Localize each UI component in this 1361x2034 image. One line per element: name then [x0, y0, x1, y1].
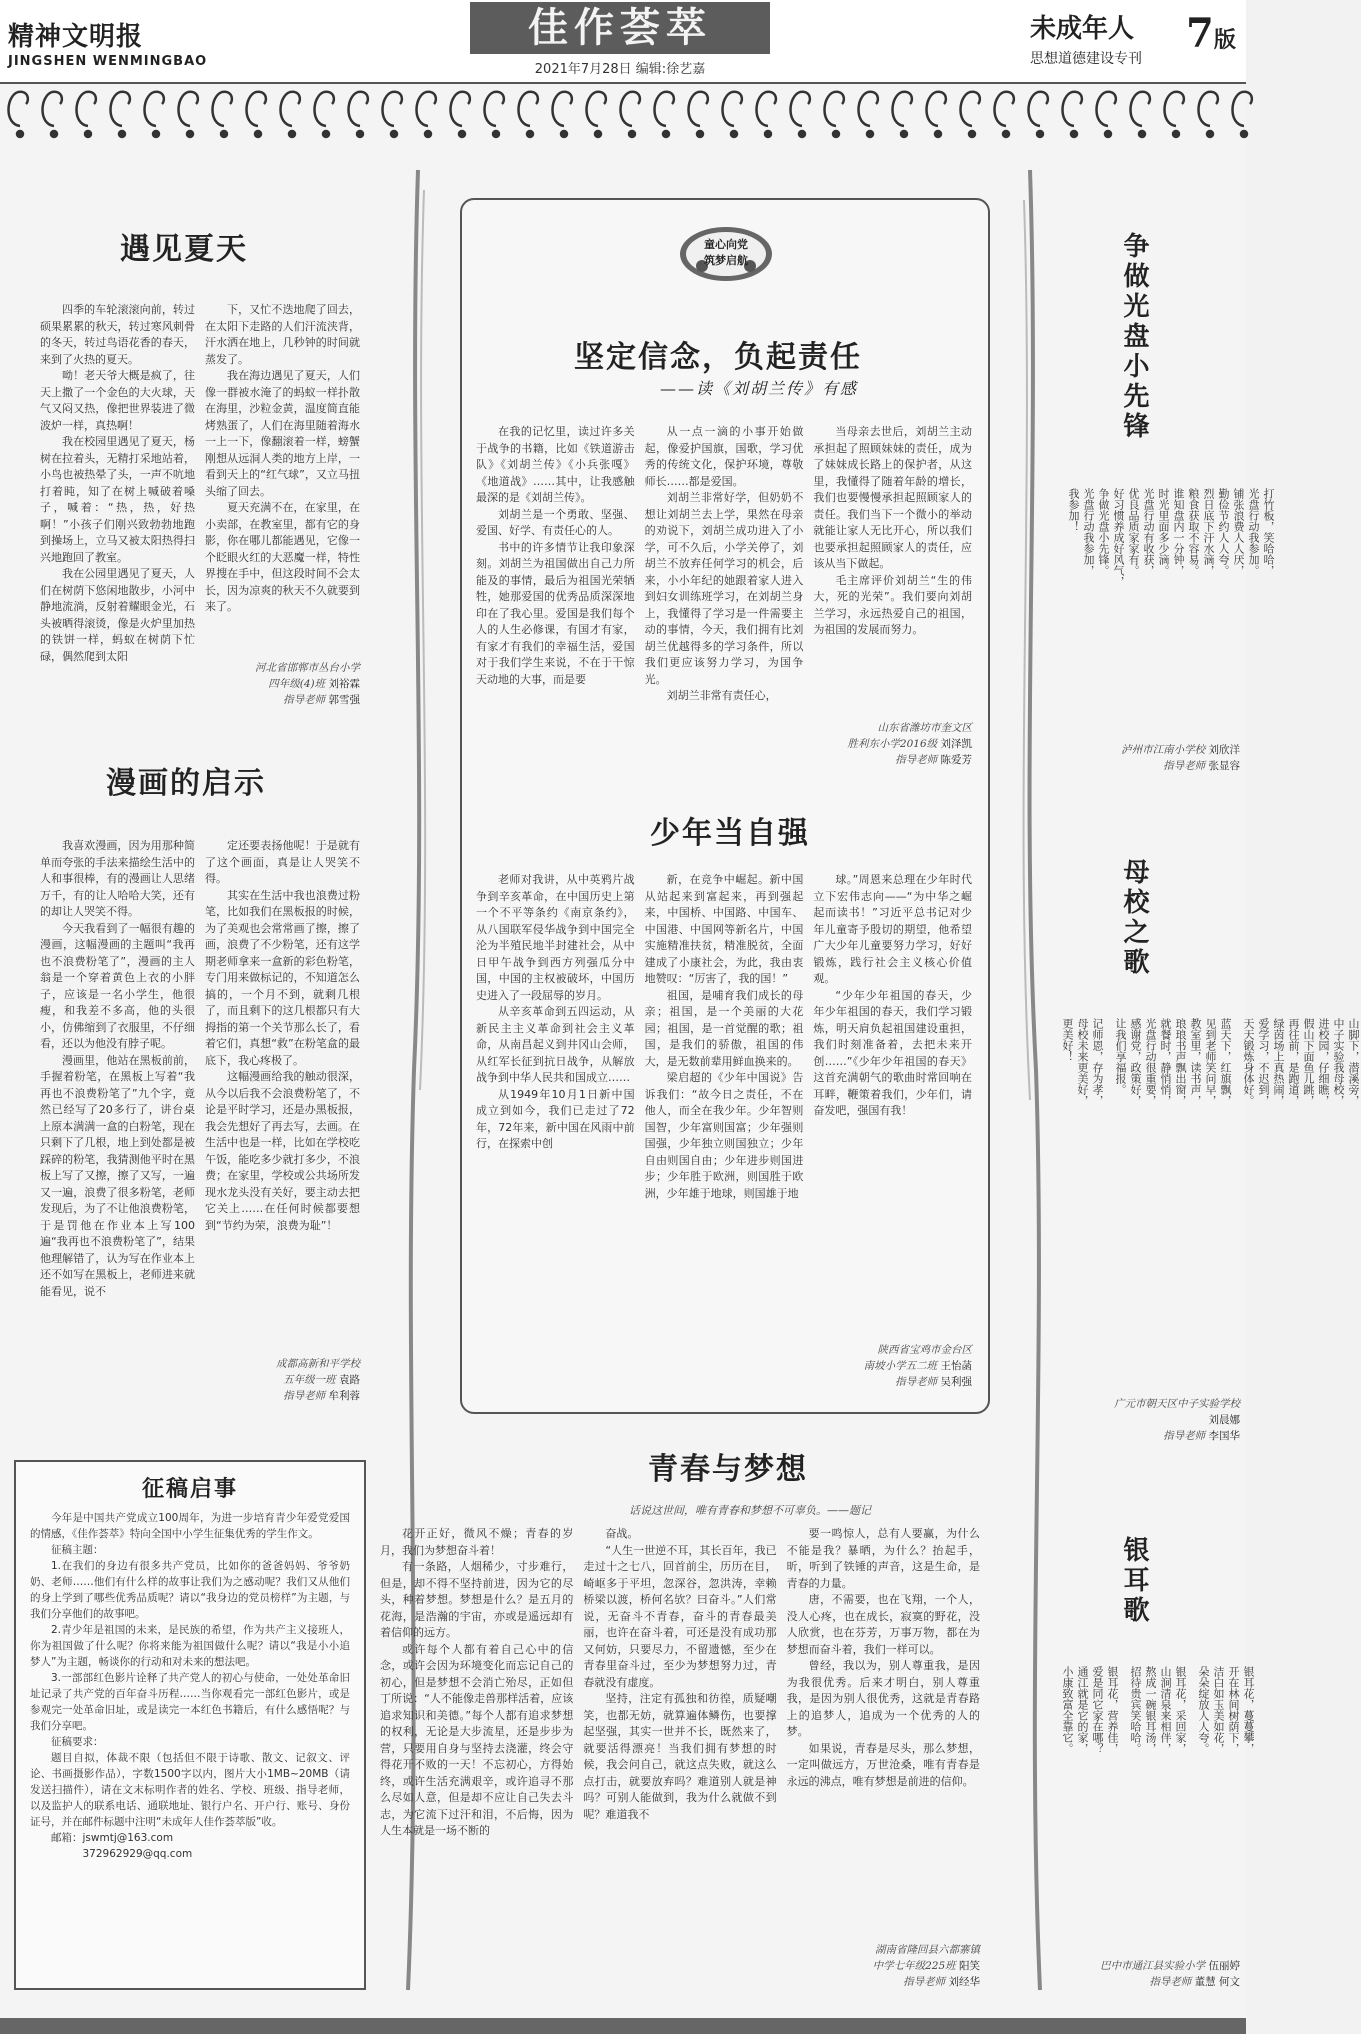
- ring-hole-icon: [323, 131, 329, 137]
- article3-class: 胜利东小学2016级: [847, 738, 938, 750]
- poem-line: 谁知盘内一分钟，: [1172, 488, 1185, 576]
- article5-body: [380, 1526, 980, 1966]
- poem-line: 爱是同它家在哪？: [1091, 1666, 1104, 1754]
- notice-email2[interactable]: 372962929@qq.com: [82, 1848, 193, 1860]
- article4-paragraph: “少年少年祖国的春天，少年少年祖国的春天，我们学习锻炼，明天肩负起祖国建设重担，我们时刻准备着，去把未来开创……”《少年少年祖国的春天》这首充满朝气的歌曲时常回响在耳畔，鞭策着我们，少年们，请奋发吧，强国有我！: [813, 988, 973, 1117]
- poem-line: 银耳花，采回家，: [1174, 1666, 1187, 1754]
- poem-line: 洁白如玉美如花，: [1212, 1666, 1225, 1754]
- notice-theme-label: 征稿主题：: [51, 1544, 104, 1556]
- poem-line: 感谢党，政策好，: [1129, 1018, 1142, 1106]
- article1-paragraph: 四季的车轮滚滚向前，转过硕果累累的秋天，转过寒风刺骨的冬天，转过鸟语花香的春天，来到了火热的夏天。: [40, 303, 195, 366]
- ring-icon: [621, 92, 640, 126]
- poem3-teacher-label: 指导老师: [1149, 1976, 1192, 1988]
- notice-email1[interactable]: jswmtj@163.com: [82, 1832, 174, 1844]
- poem-line: 招待贵宾笑哈哈。: [1129, 1666, 1142, 1754]
- poem-line: 熬成一碗银耳汤，: [1144, 1666, 1157, 1754]
- article1-teacher: 郭雪强: [328, 694, 360, 706]
- article3-col1: [476, 424, 635, 764]
- poem-line: 打竹板，笑哈哈，: [1262, 488, 1275, 576]
- ring-hole-icon: [527, 131, 533, 137]
- article5-byline: [800, 1942, 980, 1990]
- article5-class: 中学七年级225班: [872, 1960, 956, 1972]
- ring-icon: [179, 92, 198, 126]
- article1-paragraph: 我在海边遇见了夏天，人们像一群被水淹了的蚂蚁一样扑散在海里，沙粒金黄，温度简直能烤熟蛋了，人们在海里随着海水一上一下，像翻滚着一样，螃蟹刚想从远洞人类的地方上岸，一看到天上的“红气球”，又立马扭头缩了回去。: [205, 369, 360, 498]
- article4-col2: [645, 872, 804, 1372]
- article5-paragraph: 如果说，青春是尽头，那么梦想，一定叫做远方，万世沧桑，唯有青春是永远的沸点，唯有梦想是前进的信仰。: [786, 1741, 980, 1788]
- article2-col1: [40, 838, 195, 1358]
- ring-icon: [1029, 92, 1048, 126]
- poem-line: 朵朵绽放人人夸。: [1197, 1666, 1210, 1754]
- article1-author: 刘裕霖: [328, 678, 360, 690]
- ring-icon: [1063, 92, 1082, 126]
- ring-icon: [587, 92, 606, 126]
- notice-title: 征稿启事: [141, 1476, 238, 1502]
- ring-hole-icon: [969, 131, 975, 137]
- article3-col3: [813, 424, 972, 764]
- article5-paragraph: 或许每个人都有着自己心中的信念，或许会因为环境变化而忘记自己的初心，但是梦想不会消亡殆尽，正如但丁所说：“人不能像走兽那样活着，应该追求知识和美德。”每个人都有追求梦想的权利，无论是大步流星，还是步步为营，只要用自身与坚持去浇灌，终会守得花开不败的一天！不忘初心，方得始终，或许生活充满艰辛，或许追寻不那么尽如人意，但是却不应让自己失去斗志，为它流下过汗和泪，不后悔，因为人生本就是一场不断的: [380, 1642, 574, 1837]
- ring-hole-icon: [1105, 131, 1111, 137]
- article5-paragraph: 坚持，注定有孤独和彷徨，质疑嘲笑，也都无妨，就算遍体鳞伤，也要撑起坚强，其实一世并不长，既然来了，就要活得漂亮！当我们拥有梦想的时候，我会问自己，就这点失败，就这么点打击，就要放弃吗？难道别人就是神吗？可别人能做到，我为什么就做不到呢？难道我不: [583, 1692, 777, 1821]
- poem-line: 记师恩，存为孝，: [1091, 1018, 1104, 1106]
- ring-icon: [9, 92, 28, 126]
- ring-hole-icon: [901, 131, 907, 137]
- ring-hole-icon: [255, 131, 261, 137]
- ring-icon: [825, 92, 844, 126]
- ring-icon: [723, 92, 742, 126]
- poem-line: 天天锻炼身体好。: [1242, 1018, 1255, 1106]
- notice-item: 3.一部部红色影片诠释了共产党人的初心与使命，一处处革命旧址记录了共产党的百年奋斗历程……当你观看完一部红色影片，或是参观完一处革命旧址，或是读完一本红色书籍后，有什么感悟呢？与我们分享吧。: [30, 1672, 350, 1732]
- poem-line: 让我们享福报。: [1114, 1018, 1127, 1095]
- article2-paragraph: 今天我看到了一幅很有趣的漫画，这幅漫画的主题叫“我再也不浪费粉笔了”，漫画的主人翁是一个穿着黄色上衣的小胖子，应该是一名小学生，他很瘦，和我差不多高，他的头很小，仿佛缩到了衣服里，不仔细看，还以为他没有脖子呢。: [40, 921, 195, 1050]
- poem-line: 银耳花，蔓蔓攀，: [1242, 1666, 1255, 1754]
- poem-line: [1233, 1018, 1241, 1324]
- masthead: [0, 0, 1246, 84]
- edition-number: [1186, 10, 1236, 57]
- article5-title: 青春与梦想: [648, 1452, 808, 1487]
- ring-hole-icon: [799, 131, 805, 137]
- poem1-byline: [1060, 742, 1240, 774]
- poem1-author: 刘欣洋: [1208, 744, 1240, 756]
- article5-col1: [380, 1526, 573, 1966]
- article5-school: 湖南省隆回县六都寨镇: [875, 1944, 980, 1956]
- ring-hole-icon: [493, 131, 499, 137]
- article4-col3: [813, 872, 972, 1372]
- ring-icon: [791, 92, 810, 126]
- ring-hole-icon: [85, 131, 91, 137]
- ring-icon: [961, 92, 980, 126]
- notice-item: 1.在我们的身边有很多共产党员，比如你的爸爸妈妈、爷爷奶奶、老师……他们有什么样的故事让我们为之感动呢？我们又从他们的身上学到了哪些优秀品质呢？请以“我身边的党员榜样”为主题，与我们分享他们的故事吧。: [30, 1560, 350, 1620]
- poem-line: 山涧清泉来相伴，: [1159, 1666, 1172, 1754]
- article3-title: 坚定信念，负起责任: [574, 340, 862, 375]
- ring-hole-icon: [731, 131, 737, 137]
- article4-byline: [808, 1342, 972, 1390]
- article1-body: [40, 302, 360, 672]
- ring-icon: [111, 92, 130, 126]
- ring-icon: [281, 92, 300, 126]
- poem-line: 勤俭节约人人夸。: [1217, 488, 1230, 576]
- poem-line: 中子实验我母校，: [1332, 1018, 1345, 1106]
- poem2-byline: [1040, 1396, 1240, 1444]
- badge-line2: 筑梦启航: [704, 254, 748, 267]
- notice-requirement: 题目自拟，体裁不限（包括但不限于诗歌、散文、记叙文、评论、书画摄影作品），字数1500字以内，图片大小1MB~20MB（请发送扫描件），请在文末标明作者的姓名、学校、班级、指导老师，以及监护人的联系电话、通联地址、银行户名、开户行、账号、身份证号，并在邮件标题中注明“未成年人佳作荟萃版”收。: [30, 1752, 350, 1828]
- poem-line: 铺张浪费人人厌，: [1232, 488, 1245, 576]
- article5-col2: [583, 1526, 776, 1966]
- article4-paragraph: 祖国，是哺育我们成长的母亲；祖国，是一个美丽的大花园；祖国，是一首觉醒的歌；祖国，是我们的骄傲，祖国的伟大，是无数前辈用鲜血换来的。: [644, 988, 804, 1068]
- poem-line: [1188, 1666, 1196, 1916]
- article5-paragraph: 曾经，我以为，别人尊重我，是因为我很优秀。后来才明白，别人尊重我，是因为别人很优秀，这就是青春路上的追梦人，追成为一个优秀的人的梦。: [786, 1659, 980, 1738]
- ring-hole-icon: [629, 131, 635, 137]
- poem3-author: 伍丽婷: [1208, 1960, 1240, 1972]
- poem-line: 光盘行动我参加。: [1247, 488, 1260, 576]
- footer-bar: [0, 2018, 1246, 2034]
- article1-teacher-label: 指导老师: [283, 694, 326, 706]
- article3-author: 刘泽凯: [940, 738, 972, 750]
- poem-line: 好习惯养成好风气，: [1112, 488, 1125, 587]
- poem2-teacher-label: 指导老师: [1163, 1430, 1206, 1442]
- notice-items: [30, 1558, 350, 1734]
- article2-paragraph: 其实在生活中我也浪费过粉笔，比如我们在黑板报的时候，为了美观也会常常画了擦，擦了画，浪费了不少粉笔，还有这学期老师拿来一盒新的彩色粉笔，专门用来做标记的，不知道怎么搞的，一个月不到，就剩几根了，而且剩下的这几根都只有大拇指的第一个关节那么长了，看着它们，真想“救”在粉笔盒的最底下，我心疼极了。: [205, 888, 360, 1067]
- poem3-body: [1060, 1666, 1256, 1916]
- ring-hole-icon: [1207, 131, 1213, 137]
- poem-line: 通江就是它的家，: [1076, 1666, 1089, 1754]
- paper-name-cn: 精神文明报: [8, 22, 144, 52]
- article2-school: 成都高新和平学校: [276, 1358, 360, 1370]
- ring-icon: [77, 92, 96, 126]
- article3-school: 山东省潍坊市奎文区: [877, 722, 972, 734]
- poem-line: 优良品质家家有。: [1127, 488, 1140, 576]
- poem1-title: 争做光盘小先锋: [1119, 232, 1149, 442]
- poem-line: 烈日底下汗水滴，: [1202, 488, 1215, 576]
- ring-icon: [519, 92, 538, 126]
- article5-paragraph: 要一鸣惊人，总有人要赢，为什么不能是我？暴晒，为什么？抬起手，昕，听到了铁锤的声音，这是生命，是青春的力量。: [786, 1527, 980, 1590]
- poem1-teacher-label: 指导老师: [1163, 760, 1206, 772]
- article4-paragraph: 老师对我讲，从中英鸦片战争到辛亥革命，在中国历史上第一个不平等条约《南京条约》，从八国联军侵华战争到中国完全沦为半殖民地半封建社会，从中日甲午战争到西方列强瓜分中国，中国的主权被破坏，中国历史进入了一段屈辱的岁月。: [476, 873, 635, 1002]
- article1-paragraph: 我在公园里遇见了夏天，人们在树荫下悠闲地散步，小河中静地流淌，反射着耀眼金光，石头被晒得滚烫，像是火炉里加热的铁饼一样，蚂蚁在树荫下忙碌，偶然爬到太阳: [40, 567, 195, 663]
- poem-line: 教室里，读书声，: [1189, 1018, 1202, 1106]
- poem-line: 假山下面鱼儿跳，: [1302, 1018, 1315, 1106]
- badge-line1: 童心向党: [704, 238, 748, 251]
- poem2-body: [1060, 1018, 1361, 1324]
- article2-paragraph: 我喜欢漫画，因为用那种简单而夸张的手法来描绘生活中的人和事很棒，有的漫画让人思绪万千，有的让人哈哈大笑，还有的却让人哭笑不得。: [40, 839, 195, 918]
- article5-paragraph: “人生一世逆不耳，其长百年，我已走过十之七八，回首前尘，历历在目，崎岖多于平坦，忽深谷，忽洪涛，幸赖桥梁以渡，桥何名欤？曰奋斗。”人们常说，无奋斗不青春，奋斗的青春最美丽，也许在奋斗着，可还是没有成功那又何妨，只要尽力，不留遗憾，至少在青春里奋斗过，至少为梦想努力过，青春就没有虚度。: [583, 1543, 777, 1689]
- article2-paragraph: 漫画里，他站在黑板前前，手握着粉笔，在黑板上写着“我再也不浪费粉笔了”九个字，竟然已经写了20多行了，讲台桌上原本满满一盒的白粉笔，现在只剩下了几根，地上到处都是被踩碎的粉笔，我猜测他平时在黑板上写了又擦，擦了又写，一遍又一遍，浪费了很多粉笔，老师发现后，为了不让他浪费粉笔，于是罚他在作业本上写100遍“我再也不浪费粉笔了”，结果他理解错了，认为写在作业本上还不如写在黑板上，老师进来就能看见，说不: [40, 1053, 195, 1298]
- ring-hole-icon: [1071, 131, 1077, 137]
- ring-icon: [247, 92, 266, 126]
- ring-icon: [927, 92, 946, 126]
- poem2-author: 刘晨娜: [1208, 1414, 1240, 1426]
- ring-icon: [1199, 92, 1218, 126]
- poem-line: [1120, 1666, 1128, 1916]
- ring-icon: [43, 92, 62, 126]
- poem-line: 绿茵场上真热闹，: [1272, 1018, 1285, 1106]
- article3-body: [476, 424, 972, 764]
- ring-hole-icon: [561, 131, 567, 137]
- poem-line: 光盘行动很重要，: [1144, 1018, 1157, 1106]
- article1-school: 河北省邯郸市丛台小学: [255, 662, 360, 674]
- article2-paragraph: 定还要表扬他呢！于是就有了这个画面，真是让人哭笑不得。: [205, 839, 360, 885]
- article4-paragraph: 球。”周恩来总理在少年时代立下宏伟志向——“为中华之崛起而读书！”习近平总书记对少年儿童寄予殷切的期望，他希望广大少年儿童要努力学习，好好锻炼，践行社会主义核心价值观。: [813, 873, 973, 985]
- article1-byline: [200, 660, 360, 708]
- poem1-school: 泸州市江南小学校: [1121, 744, 1206, 756]
- supplement-subtitle: 思想道德建设专刊: [1030, 51, 1142, 67]
- ring-hole-icon: [935, 131, 941, 137]
- poem3-byline: [1040, 1958, 1240, 1990]
- notice-req-label: 征稿要求：: [51, 1736, 104, 1748]
- poem-line: 开在林间树荫下，: [1227, 1666, 1240, 1754]
- ring-icon: [1097, 92, 1116, 126]
- article4-paragraph: 从辛亥革命到五四运动，从新民主主义革命到社会主义革命，从南昌起义到井冈山会师，从红军长征到抗日战争，从解放战争到中华人民共和国成立……: [476, 1005, 635, 1084]
- article4-paragraph: 梁启超的《少年中国说》告诉我们：“故今日之责任，不在他人，而全在我少年。少年智则国智，少年富则国富；少年强则国强，少年独立则国独立；少年自由则国自由；少年进步则国进步；少年胜于欧洲，则国胜于欧洲，少年雄于地球，则国雄于地: [644, 1071, 804, 1200]
- ring-icon: [213, 92, 232, 126]
- ring-hole-icon: [765, 131, 771, 137]
- article3-paragraph: 刘胡兰非常好学，但奶奶不想让刘胡兰去上学，果然在母亲的劝说下，刘胡兰成功进入了小学，可不久后，小学关停了，刘胡兰不放弃任何学习的机会，后来，小小年纪的她跟着家人进入到妇女训练班学习，在刘胡兰身上，我懂得了学习是一件需要主动的事情，今天，我们拥有比刘胡兰优越得多的学习条件，所以我们更应该努力学习，为国争光。: [644, 491, 804, 686]
- ring-icon: [893, 92, 912, 126]
- poem1-teacher: 张显容: [1208, 760, 1240, 772]
- poem-line: 争做光盘小先锋。: [1097, 488, 1110, 576]
- article2-author: 袁路: [339, 1374, 360, 1386]
- ring-icon: [1131, 92, 1150, 126]
- ring-hole-icon: [357, 131, 363, 137]
- ring-hole-icon: [289, 131, 295, 137]
- ring-hole-icon: [697, 131, 703, 137]
- paper-name-en: JINGSHEN WENMINGBAO: [8, 54, 208, 69]
- article5-epigraph: 话说这世间，唯有青春和梦想不可辜负。——题记: [629, 1504, 871, 1517]
- ring-hole-icon: [391, 131, 397, 137]
- ring-hole-icon: [1139, 131, 1145, 137]
- poem-line: 琅琅书声飘出窗，: [1174, 1018, 1187, 1106]
- ring-icon: [145, 92, 164, 126]
- ring-icon: [757, 92, 776, 126]
- poem-line: [1105, 1018, 1113, 1324]
- poem-line: 进校园，仔细瞧，: [1317, 1018, 1330, 1106]
- article3-paragraph: 从一点一滴的小事开始做起，像爱护国旗，国歌，学习优秀的传统文化，保护环境，尊敬师长……都是爱国。: [644, 425, 804, 488]
- ring-icon: [859, 92, 878, 126]
- article5-col3: [787, 1526, 980, 1966]
- article2-col2: [205, 838, 360, 1358]
- notice-item: 2.青少年是祖国的未来，是民族的希望，作为共产主义接班人，你为祖国做了什么呢？你将来能为祖国做什么呢？请以“我是小小追梦人”为主题，畅谈你的行动和对未来的想法吧。: [30, 1624, 350, 1668]
- ring-icon: [383, 92, 402, 126]
- ring-icon: [995, 92, 1014, 126]
- edition-suffix: 版: [1213, 27, 1236, 53]
- ring-icon: [689, 92, 708, 126]
- poem-line: 时光里面多少滴。: [1157, 488, 1170, 576]
- ring-hole-icon: [595, 131, 601, 137]
- ring-hole-icon: [1241, 131, 1247, 137]
- poem-line: 小康致富全靠它。: [1061, 1666, 1074, 1754]
- poem-line: 光盘行动有收获，: [1142, 488, 1155, 576]
- ring-icon: [655, 92, 674, 126]
- ring-hole-icon: [221, 131, 227, 137]
- poem-line: 母校未来更美好，: [1076, 1018, 1089, 1106]
- ring-hole-icon: [663, 131, 669, 137]
- article4-teacher-label: 指导老师: [895, 1376, 938, 1388]
- article3-paragraph: 毛主席评价刘胡兰“生的伟大，死的光荣”。我们要向刘胡兰学习，永远热爱自己的祖国，为祖国的发展而努力。: [813, 573, 973, 636]
- ring-hole-icon: [867, 131, 873, 137]
- poem-line: 山脚下，潜溪旁，: [1347, 1018, 1360, 1106]
- ring-icon: [349, 92, 368, 126]
- notebook-rings-decoration: [0, 86, 1246, 166]
- ring-hole-icon: [119, 131, 125, 137]
- ring-hole-icon: [833, 131, 839, 137]
- article3-paragraph: 在我的记忆里，读过许多关于战争的书籍，比如《铁道游击队》《刘胡兰传》《小兵张嘎》《地道战》……其中，让我感触最深的是《刘胡兰传》。: [476, 425, 635, 504]
- poem2-teacher: 李国华: [1208, 1430, 1240, 1442]
- poem-line: 再往前，是跑道，: [1287, 1018, 1300, 1106]
- section-title: 佳作荟萃: [470, 2, 770, 54]
- poem3-school: 巴中市通江县实验小学: [1100, 1960, 1206, 1972]
- article4-teacher: 吴利强: [940, 1376, 972, 1388]
- article2-teacher: 牟利蓉: [328, 1390, 360, 1402]
- article4-class: 南坡小学五二班: [863, 1360, 938, 1372]
- article3-paragraph: 刘胡兰是一个勇敢、坚强、爱国、好学、有责任心的人。: [476, 507, 635, 537]
- poem-line: 银耳花，营养佳，: [1106, 1666, 1119, 1754]
- article2-body: [40, 838, 360, 1358]
- ring-hole-icon: [153, 131, 159, 137]
- ring-icon: [485, 92, 504, 126]
- article5-teacher-label: 指导老师: [903, 1976, 946, 1988]
- notice-intro: 今年是中国共产党成立100周年，为进一步培育青少年爱党爱国的情感，《佳作荟萃》特向全国中小学生征集优秀的学生作文。: [30, 1512, 350, 1540]
- article2-teacher-label: 指导老师: [283, 1390, 326, 1402]
- article1-col2: [205, 302, 360, 672]
- article4-col1: [476, 872, 635, 1372]
- ring-hole-icon: [1003, 131, 1009, 137]
- article3-byline: [808, 720, 972, 768]
- article2-title: 漫画的启示: [106, 766, 266, 801]
- article3-col2: [645, 424, 804, 764]
- ring-hole-icon: [51, 131, 57, 137]
- ring-hole-icon: [1173, 131, 1179, 137]
- poem-line: 蓝天下，红旗飘，: [1219, 1018, 1232, 1106]
- poem-line: 就餐时，静悄悄，: [1159, 1018, 1172, 1106]
- poem-line: 粮食获取不容易。: [1187, 488, 1200, 576]
- poem2-school: 广元市朝天区中子实验学校: [1114, 1398, 1240, 1410]
- article1-paragraph: 呦！老天爷大概是疯了，往天上撒了一个金色的大火球，天气又闷又热，像把世界装进了微波炉一样，真热啊！: [40, 369, 195, 432]
- ring-icon: [553, 92, 572, 126]
- article5-paragraph: 奋战。: [605, 1527, 639, 1540]
- article5-teacher: 刘经华: [948, 1976, 980, 1988]
- article4-paragraph: 新，在竞争中崛起。新中国从站起来到富起来，再到强起来，中国桥、中国路、中国车、中国港、中国网等新名片，中国实施精准扶贫，精准脱贫，全面建成了小康社会，为此，我由衷地赞叹：“厉害了，我的国！”: [644, 873, 804, 985]
- article3-teacher-label: 指导老师: [895, 754, 938, 766]
- ring-hole-icon: [425, 131, 431, 137]
- poem3-title: 银耳歌: [1119, 1536, 1149, 1626]
- article4-body: [476, 872, 972, 1372]
- article1-paragraph: 夏天充满不在，在家里，在小卖部，在教室里，都有它的身影，你在哪儿都能遇见，它像一个眨眼火红的大恶魔一样，特性界搜在手中，但这段时间不会太长，因为凉爽的秋天不久就要到来了。: [205, 501, 360, 613]
- poem-line: 爱学习，不迟到，: [1257, 1018, 1270, 1106]
- poem-line: 更美好！: [1061, 1018, 1074, 1062]
- article5-paragraph: 唐，不需要，也在飞翔，一个人，没人心疼，也在成长，寂寞的野花，没人欣赏，也在芬芳，万事万物，都在为梦想而奋斗着，我们一样可以。: [786, 1593, 980, 1656]
- ring-icon: [451, 92, 470, 126]
- poem-line: 光盘行动我参加，: [1082, 488, 1095, 576]
- notice-body: [30, 1510, 350, 1862]
- call-for-submissions-box: [14, 1460, 366, 1990]
- article1-paragraph: 下，又忙不迭地爬了回去，在太阳下走路的人们汗流浃背，汗水洒在地上，几秒钟的时间就蒸发了。: [205, 303, 360, 366]
- article3-paragraph: 书中的许多情节让我印象深刻。刘胡兰为祖国做出自己力所能及的事情，最后为祖国光荣牺牲，她那爱国的优秀品质深深地印在了我心里。爱国是我们每个人的人生必修课，有国才有家，有家才有我们的幸福生活，爱国对于我们学生来说，不在于干惊天动地的大事，而是要: [476, 540, 635, 686]
- poem3-teacher: 董慧 何文: [1194, 1976, 1240, 1988]
- ring-icon: [315, 92, 334, 126]
- article5-paragraph: 花开正好，微风不燥；青春的岁月，我们为梦想奋斗着！: [380, 1527, 574, 1557]
- ring-hole-icon: [459, 131, 465, 137]
- article1-class: 四年级(4)班: [268, 678, 326, 690]
- badge-tong-xin-xiang-dang: [676, 224, 776, 284]
- poem1-body: [1066, 488, 1276, 738]
- article3-paragraph: 刘胡兰非常有责任心，: [666, 689, 777, 702]
- ring-hole-icon: [187, 131, 193, 137]
- ring-icon: [417, 92, 436, 126]
- poem2-title: 母校之歌: [1119, 858, 1149, 978]
- article3-subtitle: ——读《刘胡兰传》有感: [660, 379, 859, 398]
- article4-author: 王怡菡: [940, 1360, 972, 1372]
- ring-icon: [1233, 92, 1252, 126]
- ring-hole-icon: [17, 131, 23, 137]
- article4-title: 少年当自强: [650, 816, 810, 851]
- ring-hole-icon: [1037, 131, 1043, 137]
- article4-paragraph: 从1949年10月1日新中国成立到如今，我们已走过了72年，72年来，新中国在风雨中前行，在探索中创: [476, 1087, 635, 1150]
- dateline: 2021年7月28日 编辑:徐艺嘉: [534, 62, 706, 77]
- article1-col1: [40, 302, 195, 672]
- article4-school: 陕西省宝鸡市金台区: [877, 1344, 972, 1356]
- poem-line: 我参加！: [1067, 488, 1080, 532]
- article2-class: 五年级一班: [283, 1374, 336, 1386]
- article2-paragraph: 这幅漫画给我的触动很深，从今以后我不会浪费粉笔了，不论是平时学习，还是办黑板报，我会先想好了再去写，去画。在生活中也是一样，比如在学校吃午饭，能吃多少就打多少，不浪费；在家里，学校或公共场所发现水龙头没有关好，要主动去把它关上……在任何时候都要想到“节约为荣，浪费为耻”！: [205, 1070, 360, 1232]
- ring-icon: [1165, 92, 1184, 126]
- article1-paragraph: 我在校园里遇见了夏天，杨树在拉着头，无精打采地站着，小鸟也被热晕了头，一声不吭地打着盹，知了在树上喊破着嗓子，喊着：“热，热，好热啊！”小孩子们刚兴致勃勃地跑到操场上，立马又被太阳热得扫兴地跑回了教室。: [40, 435, 195, 564]
- article5-paragraph: 有一条路，人烟稀少，寸步难行，但是，却不得不坚持前进，因为它的尽头，种着梦想。梦想是什么？是五月的花海，是浩瀚的宇宙，亦或是遥远却有着信仰的远方。: [380, 1560, 574, 1639]
- notice-email-label: 邮箱：: [51, 1832, 83, 1844]
- article1-title: 遇见夏天: [120, 232, 248, 267]
- edition-num: 7: [1186, 10, 1214, 57]
- poem-line: 见到老师笑问早，: [1204, 1018, 1217, 1106]
- supplement-title: 未成年人: [1030, 14, 1135, 44]
- article3-paragraph: 当母亲去世后，刘胡兰主动承担起了照顾妹妹的责任，成为了妹妹成长路上的保护者，从这里，我懂得了随着年龄的增长，我们也要慢慢承担起照顾家人的责任。我们当下一个微小的举动就能让家人无比开心，所以我们也要承担起照顾家人的责任，应该从当下做起。: [813, 425, 973, 570]
- article3-teacher: 陈爱芳: [940, 754, 972, 766]
- article2-byline: [200, 1356, 360, 1404]
- article5-author: 阳笑: [959, 1960, 980, 1972]
